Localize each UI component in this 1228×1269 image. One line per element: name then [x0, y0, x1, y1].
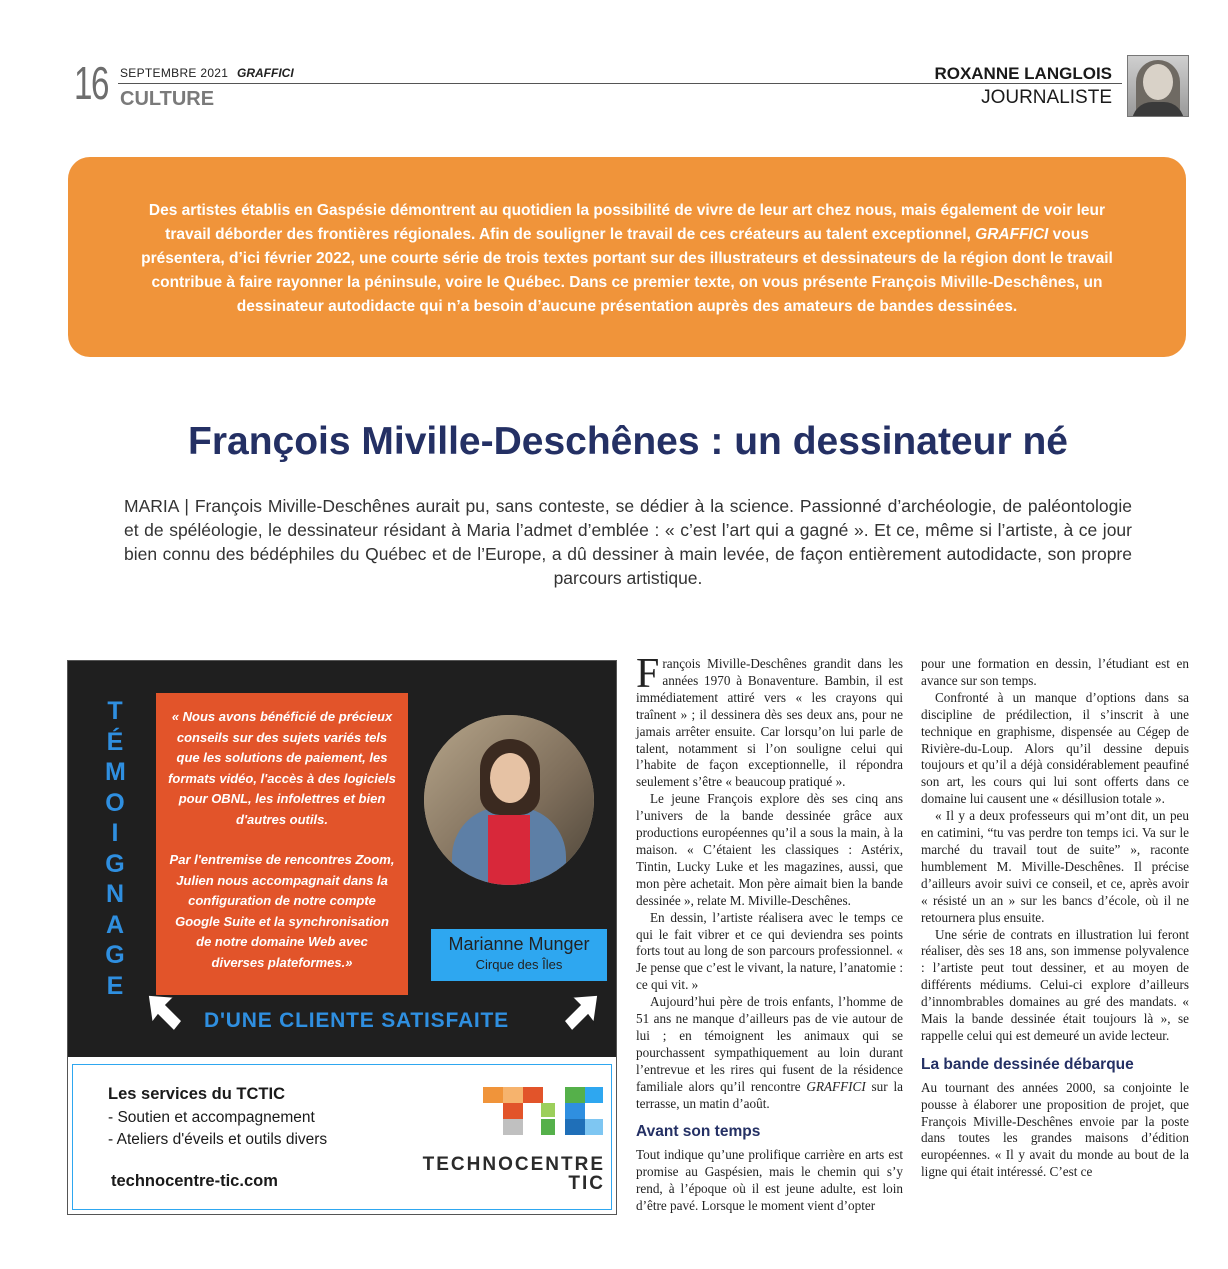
article-paragraph: Une série de contrats en illustration lui feront réaliser, dès ses 18 ans, son immense polyvalence : l’artiste peut tout dessiner, et au moyen de différents médiums. Celui-ci explore d’ailleurs d’innombrables domaines au gré des mandats. « Mais la bande dessinée était toujours là », se rappelle celui qui est demeuré un avide lecteur.	[921, 926, 1189, 1043]
client-organization: Cirque des Îles	[475, 957, 563, 972]
article-column-1	[636, 651, 903, 1215]
intro-text: Des artistes établis en Gaspésie démontrent au quotidien la possibilité de vivre de leur art chez nous, mais également de voir leur travail déborder des frontières régionales. Afin de souligner le travail de ces créateurs au talent exceptionnel, GRAFFICI vous présentera, d’ici février 2022, une courte série de trois textes portant sur des illustrateurs et dessinateurs de la région dont le travail contribue à faire rayonner la péninsule, voire le Québec. Dans ce premier texte, on vous présente François Miville-Deschênes, un dessinateur autodidacte qui n’a besoin d’aucune présentation auprès des amateurs de bandes dessinées.	[141, 202, 1113, 315]
client-nameplate	[431, 929, 607, 981]
vertical-word: T É M O I G N A G E	[105, 697, 126, 1000]
arrow-up-right-icon	[560, 991, 602, 1043]
logo-wordmark: TECHNOCENTRE TIC	[422, 1154, 605, 1194]
article-paragraph: pour une formation en dessin, l’étudiant est en avance sur son temps.	[921, 656, 1189, 688]
article-column-2	[921, 656, 1189, 1181]
section-label: CULTURE	[120, 88, 215, 110]
service-item: - Ateliers d'éveils et outils divers	[108, 1131, 328, 1148]
author-name: ROXANNE LANGLOIS	[934, 64, 1112, 83]
article-paragraph: En dessin, l’artiste réalisera avec le temps ce qui le fait vibrer et ce qui deviendra ses points forts tout au long de son parcours professionnel. « Je pense que c’est le vivant, la nature, l’anatomie : ce qui vit. »	[636, 909, 903, 993]
ad-dark-panel	[68, 661, 616, 1057]
publication-name: GRAFFICI	[237, 66, 294, 80]
author-role: JOURNALISTE	[981, 87, 1112, 108]
article-paragraph: Tout indique qu’une prolifique carrière en arts est promise au Gaspésien, mais le chemin qui s’y rend, à l’époque où il est jeune adulte, est loin d’être pavé. Lorsque le moment vient d’opter	[636, 1147, 903, 1214]
article-title: François Miville-Deschênes : un dessinateur né	[188, 420, 1068, 463]
drop-cap: F	[636, 651, 660, 697]
quote-paragraph: « Nous avons bénéficié de précieux conseils sur des sujets variés tels que les solutions de paiement, les formats vidéo, l'accès à des logiciels pour OBNL, les infolettres et bien d'autres outils.	[168, 709, 396, 827]
subheading: Avant son temps	[636, 1123, 761, 1141]
article-paragraph: « Il y a deux professeurs qui m’ont dit, un peu en catimini, “tu vas perdre ton temps ici. Va sur le marché du travail tout de suite” », raconte humblement M. Miville-Deschênes. Il précise d’ailleurs avoir suivi ce conseil, et ce, après avoir « résisté un an » sur les bancs d’école, où il ne retournera plus ensuite.	[921, 808, 1189, 925]
intro-box	[68, 157, 1186, 357]
testimonial-quote	[156, 693, 408, 995]
article-paragraph: Aujourd’hui père de trois enfants, l’homme de 51 ans ne manque d’ailleurs pas de vie autour de lui ; en témoignent les animaux qui se pourchassent sympathiquement au loin durant l’entrevue et les rires qui fusent de la résidence familiale alors qu’il rencontre GRAFFICI sur la terrasse, un matin d’août.	[636, 994, 903, 1111]
client-portrait	[424, 715, 594, 885]
issue-date: SEPTEMBRE 2021	[120, 66, 229, 80]
client-tagline: D'UNE CLIENTE SATISFAITE	[204, 1009, 509, 1032]
quote-paragraph: Par l'entremise de rencontres Zoom, Julien nous accompagnait dans la configuration de notre compte Google Suite et la synchronisation de notre domaine Web avec diverses plateformes.»	[169, 852, 395, 970]
services-title: Les services du TCTIC	[108, 1085, 285, 1103]
author-photo	[1127, 55, 1189, 117]
website-url[interactable]: technocentre-tic.com	[111, 1172, 278, 1190]
testimonial-ad	[67, 660, 617, 1215]
article-paragraph: François Miville-Deschênes grandit dans les années 1970 à Bonaventure. Bambin, il est immédiatement attiré vers « les crayons qui traînent » ; il dessinera dès ses deux ans, pour ne jamais arrêter ensuite. Car lorsqu’on lui parle de talent, notamment si l’on souligne celui qui l’habite de façon exceptionnelle, il répondra seulement s’être « beaucoup pratiqué ».	[636, 651, 903, 790]
article-lead: MARIA | François Miville-Deschênes aurait pu, sans conteste, se dédier à la science. Passionné d’archéologie, de paléontologie et de spéléologie, le dessinateur résidant à Maria l’admet d’emblée : « c’est l’art qui a gagné ». Et ce, même si l’artiste, à ce jour bien connu des bédéphiles du Québec et de l’Europe, a dû dessiner à main levée, de façon entièrement autodidacte, son propre parcours artistique.	[124, 496, 1132, 588]
article-paragraph: Confronté à un manque d’options dans sa discipline de prédilection, il s’inscrit à une technique en graphisme, dispensée au Cégep de Rivière-du-Loup. Alors qu’il dessine depuis toujours et qu’il a déjà considérablement peaufiné son art, les cours qui lui sont offerts dans ce domaine lui causent une « désillusion totale ».	[921, 689, 1189, 807]
service-item: - Soutien et accompagnement	[108, 1109, 315, 1126]
page-number: 16	[74, 57, 108, 109]
arrow-up-left-icon	[144, 991, 186, 1043]
subheading: La bande dessinée débarque	[921, 1055, 1134, 1073]
article-paragraph: Au tournant des années 2000, sa conjointe le pousse à élaborer une proposition de projet, que François Miville-Deschênes envoie par la poste dans toutes les grandes maisons d’édition européennes. « Il y avait du monde au bout de la ligne qui était intéressé. C’est ce	[921, 1079, 1189, 1180]
article-paragraph: Le jeune François explore dès ses cinq ans l’univers de la bande dessinée grâce aux productions européennes qu’il a sous la main, à la maison. « C’étaient les classiques : Astérix, Tintin, Lucky Luke et les magazines, aussi, que mon père achetait. Mon père aimait bien la bande dessinée », relate M. Miville-Deschênes.	[636, 791, 903, 908]
client-name: Marianne Munger	[448, 934, 590, 954]
services-panel	[72, 1064, 612, 1210]
